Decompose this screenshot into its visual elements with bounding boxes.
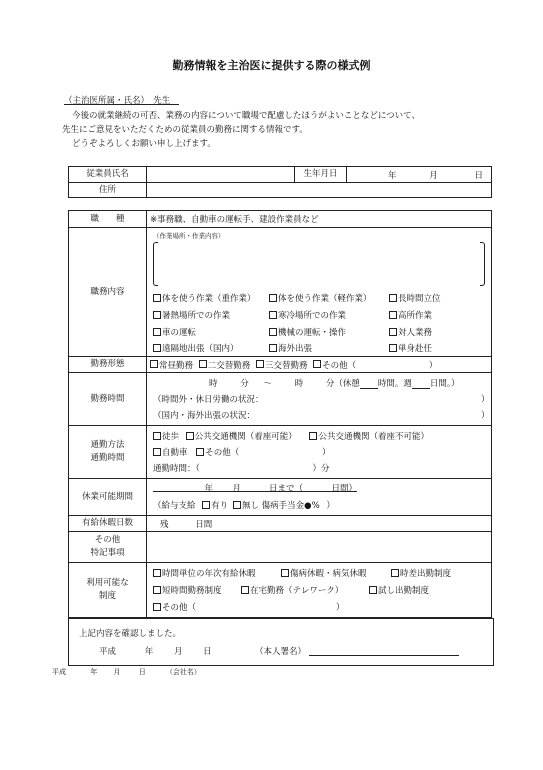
commute-public-seated[interactable]: 公共交通機関（着座可能）: [186, 432, 297, 442]
other-notes-label: その他 特記事項: [69, 532, 147, 563]
job-option-1-0[interactable]: 暑熱場所での作業: [153, 309, 230, 321]
checkbox-icon: [153, 603, 161, 611]
job-option-2-2[interactable]: 対人業務: [389, 326, 432, 338]
job-option-3-0[interactable]: 遠隔地出張（国内）: [153, 342, 239, 354]
confirmation-box: [68, 618, 494, 666]
employee-name-label: 従業員氏名: [69, 167, 147, 183]
checkbox-icon: [153, 311, 161, 319]
commute-car[interactable]: 自動車: [153, 448, 188, 458]
system-0-0[interactable]: 時間単位の年次有給休暇: [153, 567, 256, 579]
checkbox-icon: [199, 360, 207, 368]
job-option-0-2[interactable]: 長時間立位: [389, 292, 441, 304]
checkbox-icon: [233, 501, 241, 509]
job-type-note: ※事務職、自動車の運転手、建設作業員など: [150, 215, 319, 225]
systems-cell: [147, 563, 492, 618]
system-0-2[interactable]: 時差出勤制度: [391, 567, 451, 579]
system-0-1[interactable]: 傷病休暇・病気休暇: [281, 567, 367, 579]
salary-no[interactable]: 無し: [233, 501, 259, 511]
system-1-2[interactable]: 試し出勤制度: [369, 584, 429, 596]
systems-label: 利用可能な 制度: [69, 563, 147, 618]
checkbox-icon: [153, 344, 161, 352]
personal-info-table: [68, 166, 492, 198]
work-hours-line[interactable]: 時 分 ～ 時 分（休憩 時間。週 日間。）: [209, 379, 460, 389]
checkbox-icon: [196, 448, 204, 456]
weekly-days-field[interactable]: [412, 379, 430, 389]
doctor-label: （主治医所属・氏名） 先生: [64, 96, 171, 106]
paid-leave-field[interactable]: 残 日間: [147, 516, 492, 532]
other-notes-field[interactable]: [147, 532, 492, 563]
commute-label: 通勤方法 通勤時間: [69, 426, 147, 479]
intro-line-1: 今後の就業継続の可否、業務の内容について職場で配慮したほうがよいことなどについて、: [72, 111, 420, 121]
business-trip-line[interactable]: （国内・海外出張の状況：: [153, 411, 256, 421]
page-title: 勤務情報を主治医に提供する際の様式例: [172, 59, 371, 72]
checkbox-icon: [153, 569, 161, 577]
job-type-field[interactable]: [147, 211, 492, 228]
commute-other[interactable]: その他（: [196, 448, 239, 458]
checkbox-icon: [309, 432, 317, 440]
work-place-note: （作業場所・作業内容）: [153, 232, 225, 240]
system-1-0[interactable]: 短時間勤務制度: [153, 584, 222, 596]
address-field[interactable]: [147, 183, 492, 198]
work-form-options: 常昼勤務 二交替勤務 三交替勤務 その他（ ）: [147, 357, 492, 373]
checkbox-icon: [269, 344, 277, 352]
confirm-date[interactable]: 平成 年 月 日: [99, 647, 212, 657]
commute-walk[interactable]: 徒歩: [153, 432, 179, 442]
checkbox-icon: [153, 586, 161, 594]
system-1-1[interactable]: 在宅勤務（テレワーク）: [241, 584, 343, 596]
work-form-other[interactable]: その他（: [313, 361, 356, 371]
job-content-cell: [147, 228, 492, 357]
job-content-label: 職務内容: [69, 228, 147, 357]
paid-leave-label: 有給休暇日数: [69, 516, 147, 532]
work-hours-cell: 時 分 ～ 時 分（休憩 時間。週 日間。） （時間外・休日労働の状況： ） （国内・海外出張の状況： ）: [147, 373, 492, 426]
doctor-underline: [64, 94, 179, 105]
break-hours-field[interactable]: [360, 379, 378, 389]
checkbox-icon: [153, 432, 161, 440]
checkbox-icon: [153, 448, 161, 456]
salary-line: （給与支給 有り 無し 傷病手当金●% ）: [153, 501, 335, 511]
checkbox-icon: [186, 432, 194, 440]
checkbox-icon: [202, 501, 210, 509]
checkbox-icon: [281, 569, 289, 577]
checkbox-icon: [369, 586, 377, 594]
checkbox-icon: [269, 294, 277, 302]
job-type-label: 職 種: [69, 211, 147, 228]
birthdate-label: 生年月日: [295, 167, 347, 183]
birthdate-field[interactable]: 年 月 日: [347, 167, 492, 183]
checkbox-icon: [150, 360, 158, 368]
intro-line-2: 先生にご意見をいただくための従業員の勤務に関する情報です。: [62, 125, 308, 135]
signature-label: （本人署名）: [255, 647, 307, 657]
work-form-label: 勤務形態: [69, 357, 147, 373]
checkbox-icon: [269, 328, 277, 336]
checkbox-icon: [391, 569, 399, 577]
commute-cell: [147, 426, 492, 479]
salary-yes[interactable]: 有り: [202, 501, 228, 511]
checkbox-icon: [256, 360, 264, 368]
commute-time-line[interactable]: 通勤時間：（ ）分: [153, 464, 330, 474]
system-other[interactable]: その他（ ）: [153, 601, 345, 613]
work-form-two-shift[interactable]: 二交替勤務: [199, 361, 251, 371]
signature-field[interactable]: [309, 645, 459, 656]
work-form-three-shift[interactable]: 三交替勤務: [256, 361, 308, 371]
checkbox-icon: [313, 360, 321, 368]
work-form-day[interactable]: 常昼勤務: [150, 361, 193, 371]
employee-name-field[interactable]: [147, 167, 295, 183]
work-hours-label: 勤務時間: [69, 373, 147, 426]
job-option-1-1[interactable]: 寒冷場所での作業: [269, 309, 346, 321]
leave-label: 休業可能期間: [69, 479, 147, 516]
commute-public-standing[interactable]: 公共交通機関（着座不可能）: [309, 432, 429, 442]
intro-line-3: どうぞよろしくお願い申し上げます。: [72, 139, 216, 149]
checkbox-icon: [153, 294, 161, 302]
checkbox-icon: [389, 328, 397, 336]
job-option-3-2[interactable]: 単身赴任: [389, 342, 432, 354]
job-option-0-1[interactable]: 体を使う作業（軽作業）: [269, 292, 372, 304]
checkbox-icon: [153, 328, 161, 336]
work-info-table: [68, 210, 492, 618]
job-option-1-2[interactable]: 高所作業: [389, 309, 432, 321]
commute-row-1: [153, 430, 429, 442]
checkbox-icon: [389, 294, 397, 302]
checkbox-icon: [389, 311, 397, 319]
work-content-input[interactable]: [159, 243, 479, 283]
commute-row-2: 自動車 その他（ ）: [153, 446, 330, 458]
leave-period-line[interactable]: 年 月 日まで（ 日間）: [153, 482, 357, 492]
job-option-3-1[interactable]: 海外出張: [269, 342, 312, 354]
leave-cell: [147, 479, 492, 516]
right-bracket: [480, 242, 485, 286]
footer-date[interactable]: 平成 年 月 日 （会社名）: [52, 668, 201, 676]
job-option-0-0[interactable]: 体を使う作業（重作業）: [153, 292, 256, 304]
job-option-2-0[interactable]: 車の運転: [153, 326, 196, 338]
checkbox-icon: [241, 586, 249, 594]
confirm-text: 上記内容を確認しました。: [79, 629, 182, 639]
left-bracket: [153, 242, 158, 286]
address-label: 住所: [69, 183, 147, 198]
checkbox-icon: [269, 311, 277, 319]
overtime-line[interactable]: （時間外・休日労働の状況：: [153, 395, 264, 405]
job-option-2-1[interactable]: 機械の運転・操作: [269, 326, 346, 338]
checkbox-icon: [389, 344, 397, 352]
company-name-label: （会社名）: [165, 668, 201, 676]
